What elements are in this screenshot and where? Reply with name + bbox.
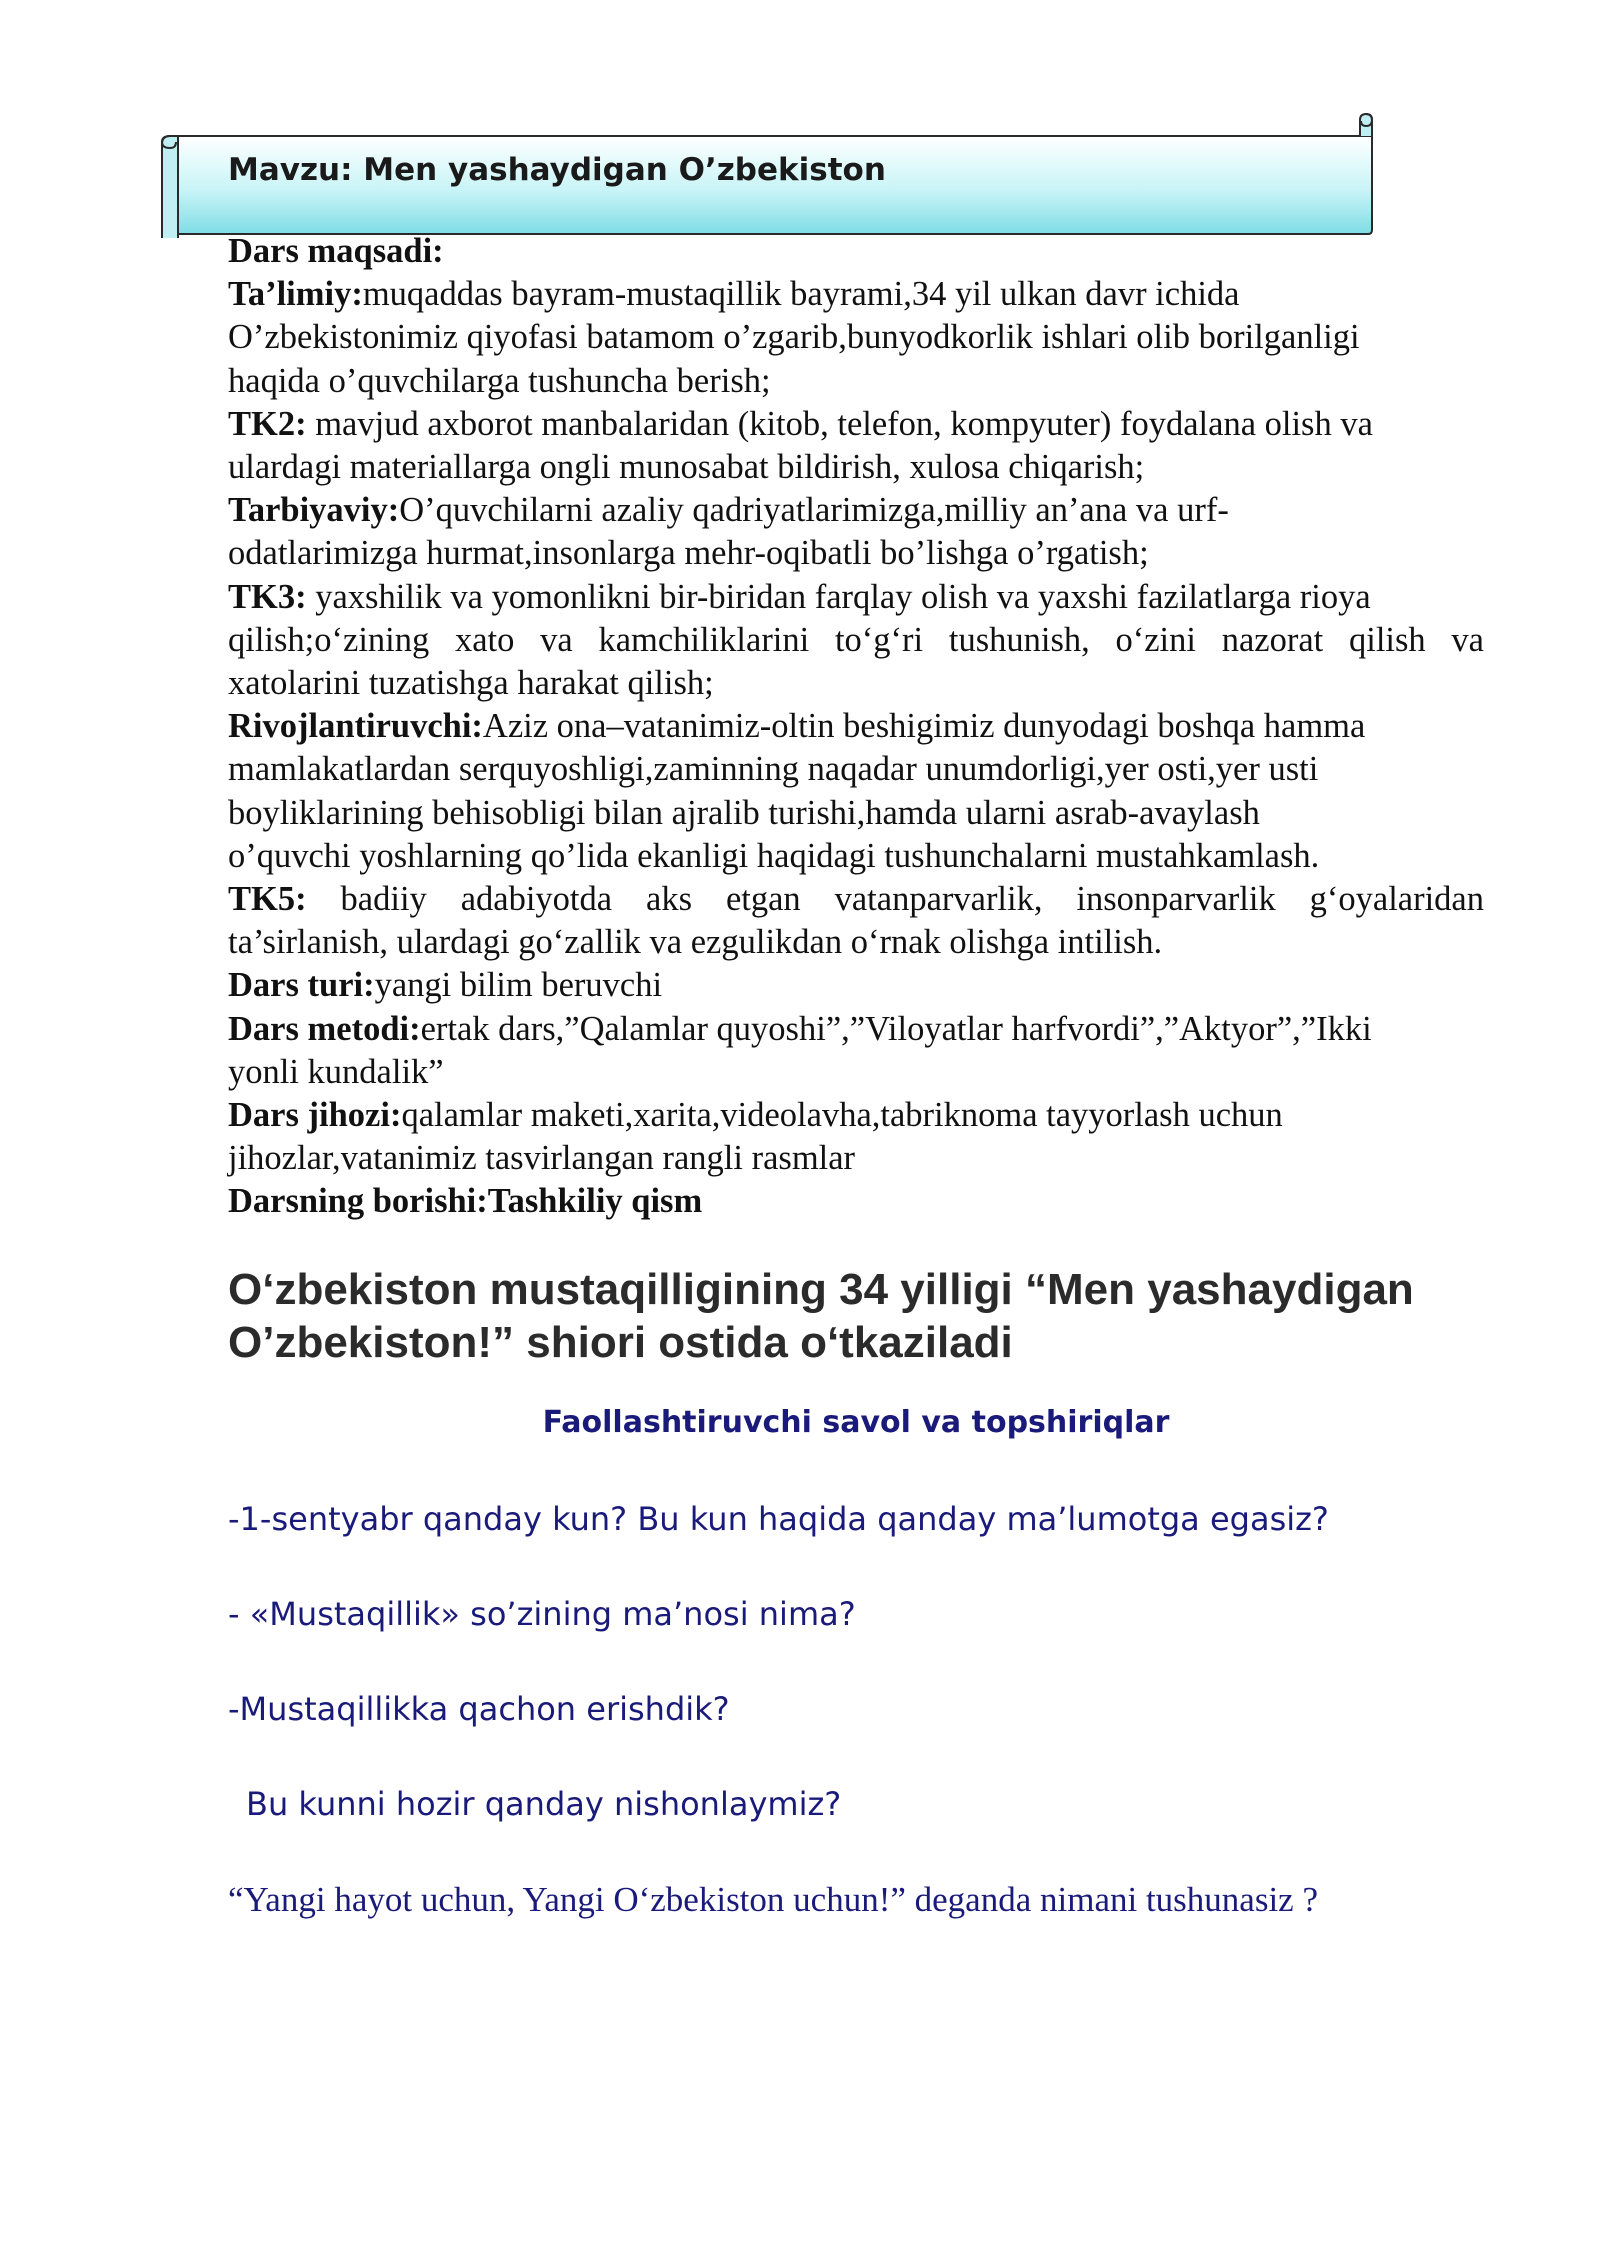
question-4: Bu kunni hozir qanday nishonlaymiz? bbox=[246, 1785, 842, 1823]
turi-value: yangi bilim beruvchi bbox=[374, 966, 663, 1005]
talimiy-text-1: muqaddas bayram-mustaqillik bayrami,34 yil ulkan davr ichida bbox=[362, 275, 1240, 314]
rivoj-label: Rivojlantiruvchi: bbox=[228, 707, 483, 746]
rivoj-line-1 bbox=[228, 705, 1484, 748]
event-heading-line-1: O‘zbekiston mustaqilligining 34 yilligi “Men yashaydigan bbox=[228, 1265, 1414, 1314]
metodi-label: Dars metodi: bbox=[228, 1009, 421, 1048]
metodi-text-1: ertak dars,”Qalamlar quyoshi”,”Viloyatlar harfvordi”,”Aktyor”,”Ikki bbox=[420, 1009, 1372, 1048]
question-2: - «Mustaqillik» so’zining ma’nosi nima? bbox=[228, 1595, 856, 1633]
jihozi-line-1 bbox=[228, 1094, 1484, 1137]
tk5-line-1 bbox=[228, 878, 1484, 921]
event-heading-line-2: O’zbekiston!” shiori ostida o‘tkaziladi bbox=[228, 1318, 1013, 1367]
tarbiyaviy-line-2: odatlarimizga hurmat,insonlarga mehr-oqibatli bo’lishga o’rgatish; bbox=[228, 534, 1149, 573]
jihozi-line-2: jihozlar,vatanimiz tasvirlangan rangli rasmlar bbox=[228, 1139, 856, 1178]
talimiy-line-3: haqida o’quvchilarga tushuncha berish; bbox=[228, 361, 771, 400]
talimiy-label: Ta’limiy: bbox=[228, 275, 363, 314]
question-1: -1-sentyabr qanday kun? Bu kun haqida qanday ma’lumotga egasiz? bbox=[228, 1500, 1329, 1538]
jihozi-label: Dars jihozi: bbox=[228, 1096, 402, 1135]
tk3-line-3: xatolarini tuzatishga harakat qilish; bbox=[228, 664, 714, 703]
turi-label: Dars turi: bbox=[228, 966, 375, 1005]
question-3: -Mustaqillikka qachon erishdik? bbox=[228, 1690, 730, 1728]
tk2-line-2: ulardagi materiallarga ongli munosabat bildirish, xulosa chiqarish; bbox=[228, 448, 1145, 487]
tk2-text-1: mavjud axborot manbalaridan (kitob, telefon, kompyuter) foydalana olish va bbox=[306, 404, 1373, 443]
metodi-line-1 bbox=[228, 1008, 1484, 1051]
goal-heading-line bbox=[228, 230, 1484, 273]
topic-banner bbox=[160, 112, 1385, 238]
tk2-label: TK2: bbox=[228, 404, 307, 443]
tarbiyaviy-text-1: O’quvchilarni azaliy qadriyatlarimizga,milliy an’ana va urf- bbox=[399, 491, 1229, 530]
rivoj-line-2: mamlakatlardan serquyoshligi,zaminning naqadar unumdorligi,yer osti,yer usti bbox=[228, 750, 1319, 789]
activity-subheading: Faollashtiruvchi savol va topshiriqlar bbox=[542, 1405, 1170, 1440]
lesson-plan-text bbox=[228, 230, 1484, 1224]
tk5-text-1: badiiy adabiyotda aks etgan vatanparvarlik, insonparvarlik g‘oyalaridan bbox=[306, 880, 1484, 919]
talimiy-line-2: O’zbekistonimiz qiyofasi batamom o’zgarib,bunyodkorlik ishlari olib borilganligi bbox=[228, 318, 1360, 357]
closing-question: “Yangi hayot uchun, Yangi O‘zbekiston uchun!” deganda nimani tushunasiz ? bbox=[228, 1880, 1318, 1919]
turi-line bbox=[228, 964, 1484, 1007]
rivoj-line-4: o’quvchi yoshlarning qo’lida ekanligi haqidagi tushunchalarni mustahkamlash. bbox=[228, 836, 1320, 875]
jihozi-text-1: qalamlar maketi,xarita,videolavha,tabriknoma tayyorlash uchun bbox=[401, 1096, 1283, 1135]
tarbiyaviy-line-1 bbox=[228, 489, 1484, 532]
tk2-line-1 bbox=[228, 403, 1484, 446]
rivoj-text-1: Aziz ona–vatanimiz-oltin beshigimiz dunyodagi boshqa hamma bbox=[482, 707, 1366, 746]
tk3-label: TK3: bbox=[228, 577, 307, 616]
borishi-line bbox=[228, 1180, 1484, 1223]
tk5-line-2: ta’sirlanish, ulardagi go‘zallik va ezgulikdan o‘rnak olishga intilish. bbox=[228, 923, 1163, 962]
topic-title: Mavzu: Men yashaydigan O’zbekiston bbox=[228, 152, 886, 188]
tk5-label: TK5: bbox=[228, 880, 307, 919]
tarbiyaviy-label: Tarbiyaviy: bbox=[228, 491, 400, 530]
goal-heading: Dars maqsadi: bbox=[228, 232, 444, 270]
borishi-heading: Darsning borishi:Tashkiliy qism bbox=[228, 1182, 703, 1221]
metodi-line-2: yonli kundalik” bbox=[228, 1052, 444, 1091]
event-heading bbox=[228, 1263, 1508, 1369]
tk3-line-1 bbox=[228, 576, 1484, 619]
talimiy-line-1 bbox=[228, 273, 1484, 316]
rivoj-line-3: boyliklarining behisobligi bilan ajralib turishi,hamda ularni asrab-avaylash bbox=[228, 793, 1260, 832]
tk3-line-2: qilish;o‘zining xato va kamchiliklarini to‘g‘ri tushunish, o‘zini nazorat qilish va bbox=[228, 620, 1484, 659]
tk3-text-1: yaxshilik va yomonlikni bir-biridan farqlay olish va yaxshi fazilatlarga rioya bbox=[306, 577, 1371, 616]
